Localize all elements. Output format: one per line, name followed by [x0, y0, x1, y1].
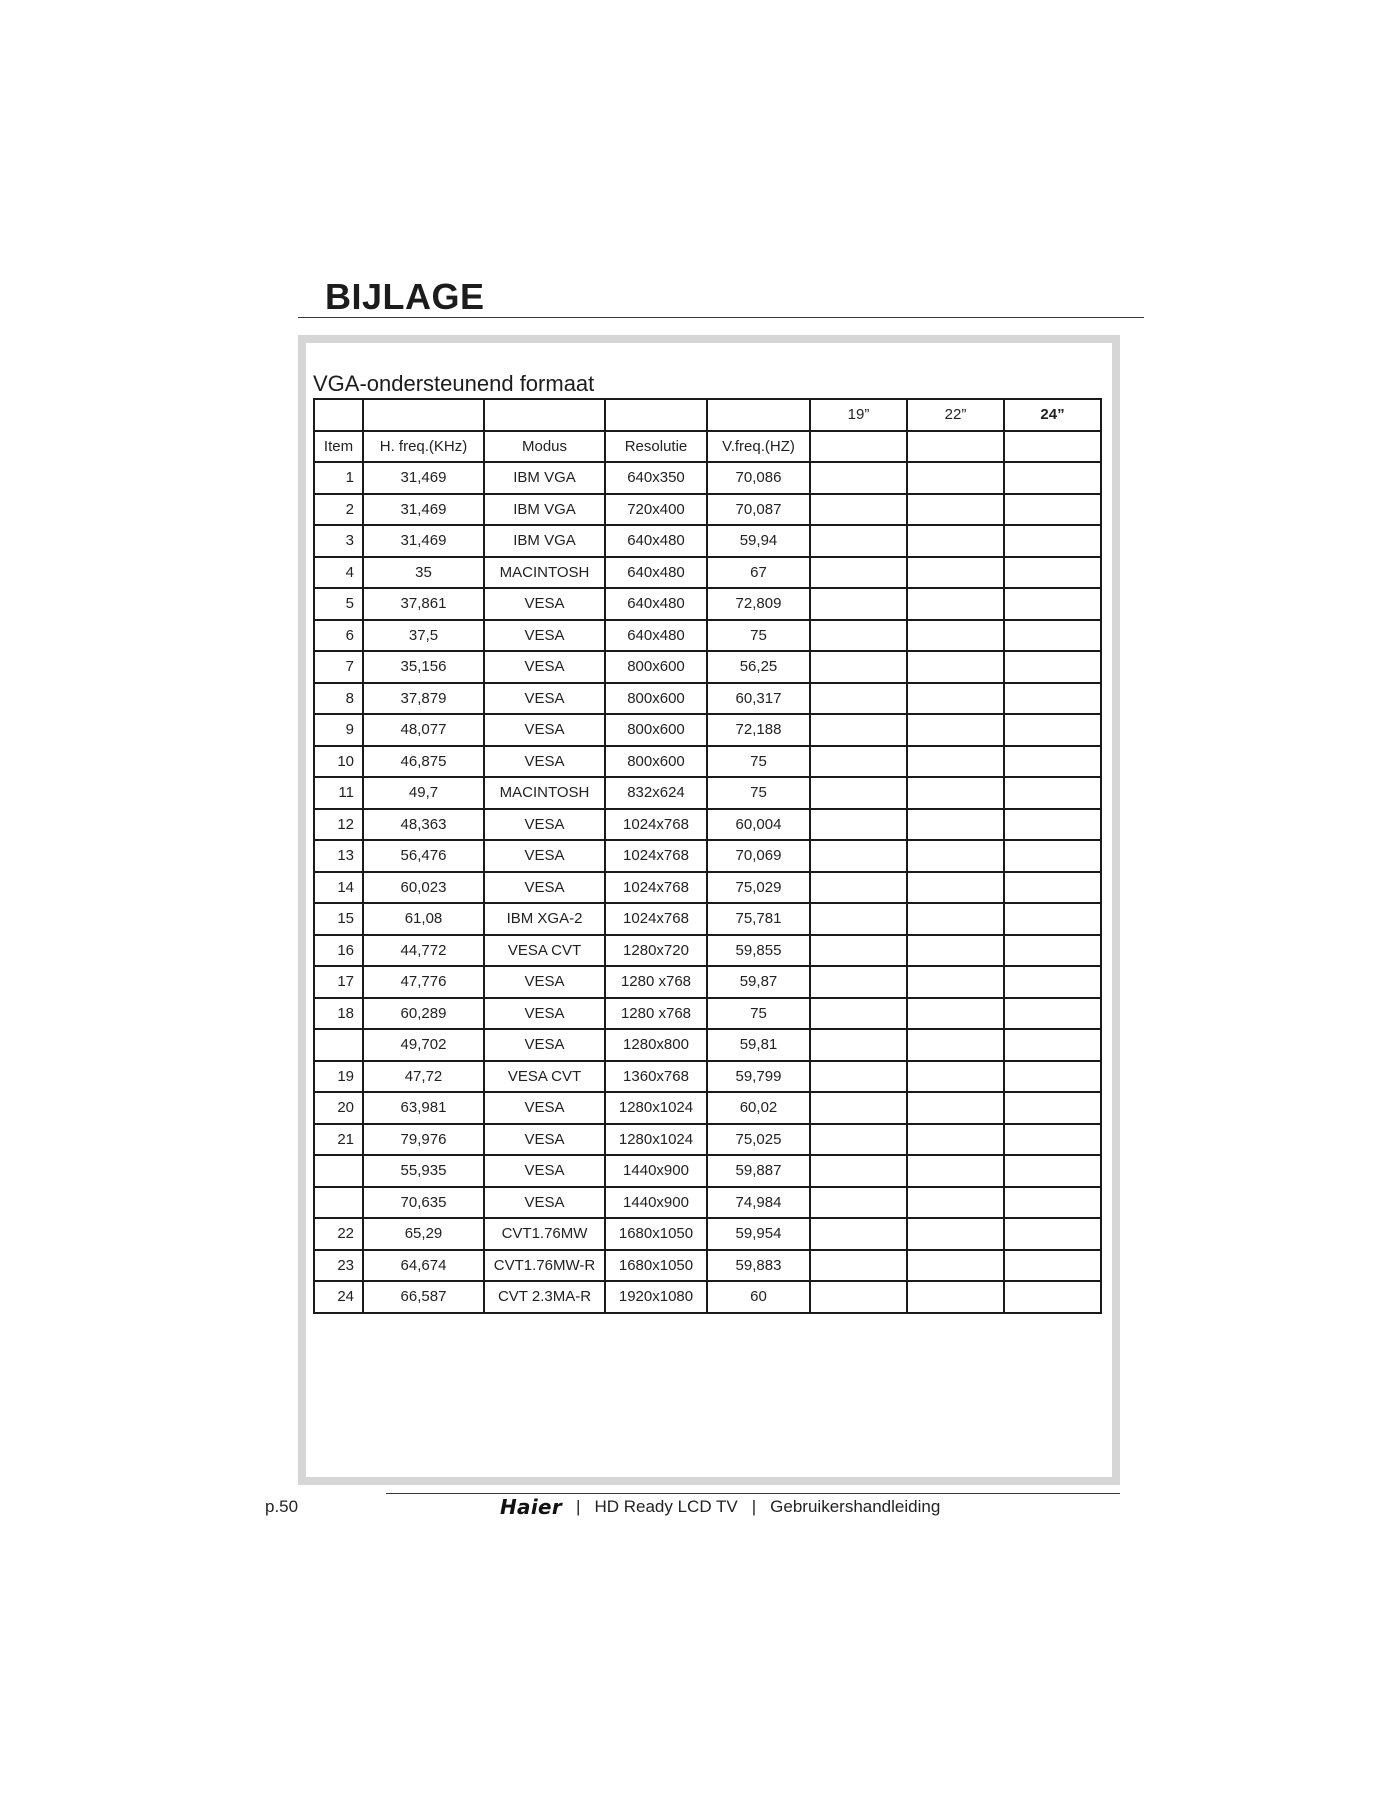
cell-item: 3 [314, 525, 363, 557]
cell-vfreq: 59,954 [707, 1218, 810, 1250]
heading-divider [298, 317, 1144, 318]
size-cell-24 [1004, 872, 1101, 904]
empty-header-cell [605, 399, 707, 431]
cell-resolution: 1280x720 [605, 935, 707, 967]
cell-hfreq: 44,772 [363, 935, 484, 967]
table-row [314, 683, 1101, 715]
cell-vfreq: 72,809 [707, 588, 810, 620]
cell-mode: VESA CVT [484, 935, 605, 967]
cell-vfreq: 59,887 [707, 1155, 810, 1187]
cell-resolution: 832x624 [605, 777, 707, 809]
footer-separator: | [751, 1497, 757, 1516]
cell-hfreq: 37,861 [363, 588, 484, 620]
size-cell-19 [810, 935, 907, 967]
cell-mode: VESA [484, 1124, 605, 1156]
cell-mode: VESA [484, 1092, 605, 1124]
cell-mode: VESA [484, 746, 605, 778]
cell-mode: VESA [484, 1155, 605, 1187]
size-cell-19 [810, 1250, 907, 1282]
table-row [314, 1250, 1101, 1282]
cell-item: 20 [314, 1092, 363, 1124]
table-row [314, 1218, 1101, 1250]
cell-resolution: 1024x768 [605, 903, 707, 935]
cell-hfreq: 70,635 [363, 1187, 484, 1219]
cell-item: 17 [314, 966, 363, 998]
size-cell-24 [1004, 1218, 1101, 1250]
cell-resolution: 1280x800 [605, 1029, 707, 1061]
cell-vfreq: 60,317 [707, 683, 810, 715]
cell-item [314, 1155, 363, 1187]
cell-item: 22 [314, 1218, 363, 1250]
footer-document-type: Gebruikershandleiding [770, 1497, 941, 1516]
cell-resolution: 640x480 [605, 557, 707, 589]
size-header-24: 24” [1004, 399, 1101, 431]
size-cell-19 [810, 1218, 907, 1250]
cell-item [314, 1187, 363, 1219]
cell-hfreq: 48,363 [363, 809, 484, 841]
cell-vfreq: 75 [707, 746, 810, 778]
size-cell-19 [810, 714, 907, 746]
cell-hfreq: 64,674 [363, 1250, 484, 1282]
cell-mode: IBM VGA [484, 525, 605, 557]
column-header-hfreq: H. freq.(KHz) [363, 431, 484, 463]
size-cell-22 [907, 557, 1004, 589]
size-cell-22 [907, 683, 1004, 715]
footer [500, 1495, 940, 1519]
cell-resolution: 640x350 [605, 462, 707, 494]
size-cell-22 [907, 1061, 1004, 1093]
cell-vfreq: 72,188 [707, 714, 810, 746]
table-row [314, 557, 1101, 589]
cell-mode: CVT1.76MW [484, 1218, 605, 1250]
cell-mode: IBM XGA-2 [484, 903, 605, 935]
cell-resolution: 1024x768 [605, 872, 707, 904]
footer-product: HD Ready LCD TV [594, 1497, 738, 1516]
table-row [314, 872, 1101, 904]
footer-divider [386, 1493, 1120, 1494]
size-cell-19 [810, 777, 907, 809]
cell-vfreq: 75,029 [707, 872, 810, 904]
size-cell-24 [1004, 1250, 1101, 1282]
cell-vfreq: 59,94 [707, 525, 810, 557]
size-cell-19 [810, 966, 907, 998]
size-cell-24 [1004, 903, 1101, 935]
cell-item: 12 [314, 809, 363, 841]
cell-mode: VESA [484, 588, 605, 620]
cell-resolution: 800x600 [605, 683, 707, 715]
size-cell-22 [907, 777, 1004, 809]
cell-item: 11 [314, 777, 363, 809]
size-header-22: 22” [907, 399, 1004, 431]
cell-item: 15 [314, 903, 363, 935]
cell-resolution: 1680x1050 [605, 1218, 707, 1250]
cell-hfreq: 47,72 [363, 1061, 484, 1093]
size-cell-24 [1004, 1281, 1101, 1313]
cell-item: 1 [314, 462, 363, 494]
cell-vfreq: 75,025 [707, 1124, 810, 1156]
size-cell-22 [907, 1029, 1004, 1061]
size-cell-22 [907, 966, 1004, 998]
cell-mode: MACINTOSH [484, 777, 605, 809]
size-cell-22 [907, 620, 1004, 652]
cell-item: 5 [314, 588, 363, 620]
cell-vfreq: 60,004 [707, 809, 810, 841]
cell-mode: VESA [484, 651, 605, 683]
haier-logo: Haier [500, 1495, 563, 1519]
size-cell-19 [810, 1187, 907, 1219]
cell-mode: VESA [484, 1187, 605, 1219]
size-cell-19 [810, 651, 907, 683]
table-row [314, 651, 1101, 683]
cell-vfreq: 70,069 [707, 840, 810, 872]
size-cell-22 [907, 1250, 1004, 1282]
table-row [314, 1187, 1101, 1219]
cell-mode: VESA [484, 966, 605, 998]
vga-format-table [313, 398, 1102, 1314]
size-cell-22 [907, 1155, 1004, 1187]
cell-hfreq: 31,469 [363, 462, 484, 494]
cell-item: 16 [314, 935, 363, 967]
table-row [314, 746, 1101, 778]
cell-resolution: 640x480 [605, 588, 707, 620]
size-cell-24 [1004, 935, 1101, 967]
cell-resolution: 1680x1050 [605, 1250, 707, 1282]
footer-separator: | [576, 1497, 581, 1516]
size-cell-22 [907, 998, 1004, 1030]
table-row [314, 494, 1101, 526]
size-cell-24 [1004, 1124, 1101, 1156]
size-cell-22 [907, 809, 1004, 841]
table-row [314, 620, 1101, 652]
size-cell-22 [907, 903, 1004, 935]
size-cell-24 [1004, 966, 1101, 998]
size-cell-22 [907, 462, 1004, 494]
size-cell-19 [810, 525, 907, 557]
size-cell-22 [907, 714, 1004, 746]
cell-hfreq: 60,023 [363, 872, 484, 904]
empty-header-cell [707, 399, 810, 431]
cell-mode: IBM VGA [484, 494, 605, 526]
cell-resolution: 1360x768 [605, 1061, 707, 1093]
size-cell-24 [1004, 746, 1101, 778]
cell-hfreq: 47,776 [363, 966, 484, 998]
cell-resolution: 800x600 [605, 714, 707, 746]
table-row [314, 1124, 1101, 1156]
size-cell-24 [1004, 998, 1101, 1030]
table-row [314, 525, 1101, 557]
empty-header-cell [484, 399, 605, 431]
cell-resolution: 640x480 [605, 525, 707, 557]
size-cell-22 [907, 746, 1004, 778]
size-cell-19 [810, 840, 907, 872]
cell-item: 18 [314, 998, 363, 1030]
cell-mode: VESA CVT [484, 1061, 605, 1093]
size-cell-24 [1004, 809, 1101, 841]
cell-hfreq: 55,935 [363, 1155, 484, 1187]
size-cell-19 [810, 431, 907, 463]
cell-hfreq: 49,702 [363, 1029, 484, 1061]
size-cell-22 [907, 1187, 1004, 1219]
size-cell-24 [1004, 525, 1101, 557]
cell-vfreq: 59,855 [707, 935, 810, 967]
cell-mode: IBM VGA [484, 462, 605, 494]
cell-resolution: 1024x768 [605, 840, 707, 872]
cell-hfreq: 37,879 [363, 683, 484, 715]
cell-resolution: 1024x768 [605, 809, 707, 841]
cell-vfreq: 67 [707, 557, 810, 589]
cell-item: 9 [314, 714, 363, 746]
table-row [314, 1029, 1101, 1061]
table-row [314, 935, 1101, 967]
size-cell-22 [907, 840, 1004, 872]
cell-resolution: 1280x1024 [605, 1092, 707, 1124]
size-cell-22 [907, 1218, 1004, 1250]
size-cell-19 [810, 1092, 907, 1124]
empty-header-cell [363, 399, 484, 431]
cell-vfreq: 59,883 [707, 1250, 810, 1282]
cell-mode: VESA [484, 683, 605, 715]
cell-mode: VESA [484, 620, 605, 652]
size-header-row [314, 399, 1101, 431]
cell-hfreq: 61,08 [363, 903, 484, 935]
cell-resolution: 720x400 [605, 494, 707, 526]
size-cell-19 [810, 620, 907, 652]
column-header-mode: Modus [484, 431, 605, 463]
cell-hfreq: 35 [363, 557, 484, 589]
size-cell-22 [907, 1281, 1004, 1313]
cell-hfreq: 60,289 [363, 998, 484, 1030]
cell-item: 6 [314, 620, 363, 652]
cell-hfreq: 65,29 [363, 1218, 484, 1250]
table-row [314, 777, 1101, 809]
cell-resolution: 1440x900 [605, 1187, 707, 1219]
size-cell-22 [907, 588, 1004, 620]
size-cell-24 [1004, 620, 1101, 652]
size-cell-24 [1004, 1187, 1101, 1219]
size-cell-19 [810, 683, 907, 715]
cell-hfreq: 31,469 [363, 494, 484, 526]
size-cell-19 [810, 494, 907, 526]
cell-item: 24 [314, 1281, 363, 1313]
cell-vfreq: 59,87 [707, 966, 810, 998]
cell-item: 14 [314, 872, 363, 904]
cell-resolution: 800x600 [605, 746, 707, 778]
table-row [314, 998, 1101, 1030]
cell-mode: CVT1.76MW-R [484, 1250, 605, 1282]
cell-item: 13 [314, 840, 363, 872]
size-cell-19 [810, 746, 907, 778]
cell-vfreq: 60 [707, 1281, 810, 1313]
table-row [314, 462, 1101, 494]
column-header-row [314, 431, 1101, 463]
size-cell-24 [1004, 431, 1101, 463]
size-cell-19 [810, 1124, 907, 1156]
size-cell-24 [1004, 1029, 1101, 1061]
cell-item: 23 [314, 1250, 363, 1282]
size-cell-24 [1004, 714, 1101, 746]
cell-vfreq: 60,02 [707, 1092, 810, 1124]
size-cell-22 [907, 1092, 1004, 1124]
cell-vfreq: 75 [707, 998, 810, 1030]
cell-vfreq: 74,984 [707, 1187, 810, 1219]
table-row [314, 966, 1101, 998]
size-cell-22 [907, 872, 1004, 904]
table-row [314, 1155, 1101, 1187]
size-cell-24 [1004, 557, 1101, 589]
size-cell-19 [810, 1029, 907, 1061]
cell-vfreq: 70,087 [707, 494, 810, 526]
size-cell-19 [810, 1155, 907, 1187]
cell-resolution: 640x480 [605, 620, 707, 652]
column-header-item: Item [314, 431, 363, 463]
size-cell-22 [907, 935, 1004, 967]
size-cell-24 [1004, 494, 1101, 526]
cell-mode: VESA [484, 840, 605, 872]
cell-vfreq: 59,799 [707, 1061, 810, 1093]
cell-item: 2 [314, 494, 363, 526]
cell-hfreq: 37,5 [363, 620, 484, 652]
cell-item: 7 [314, 651, 363, 683]
cell-item: 19 [314, 1061, 363, 1093]
size-cell-24 [1004, 777, 1101, 809]
size-cell-19 [810, 998, 907, 1030]
table-title: VGA-ondersteunend formaat [313, 371, 595, 396]
size-cell-24 [1004, 588, 1101, 620]
column-header-resolution: Resolutie [605, 431, 707, 463]
table-row [314, 714, 1101, 746]
size-cell-24 [1004, 1092, 1101, 1124]
cell-mode: VESA [484, 714, 605, 746]
table-row [314, 809, 1101, 841]
page-heading: BIJLAGE [325, 276, 485, 317]
cell-vfreq: 75,781 [707, 903, 810, 935]
cell-vfreq: 59,81 [707, 1029, 810, 1061]
cell-mode: VESA [484, 998, 605, 1030]
cell-resolution: 1280x1024 [605, 1124, 707, 1156]
cell-hfreq: 48,077 [363, 714, 484, 746]
cell-item: 21 [314, 1124, 363, 1156]
page-number: p.50 [265, 1497, 299, 1516]
cell-item [314, 1029, 363, 1061]
cell-vfreq: 70,086 [707, 462, 810, 494]
table-row [314, 1061, 1101, 1093]
size-cell-24 [1004, 651, 1101, 683]
size-cell-24 [1004, 1155, 1101, 1187]
size-cell-24 [1004, 1061, 1101, 1093]
cell-mode: VESA [484, 872, 605, 904]
cell-hfreq: 49,7 [363, 777, 484, 809]
size-cell-19 [810, 1281, 907, 1313]
cell-resolution: 1920x1080 [605, 1281, 707, 1313]
table-row [314, 1092, 1101, 1124]
table-row [314, 588, 1101, 620]
cell-hfreq: 35,156 [363, 651, 484, 683]
cell-vfreq: 75 [707, 620, 810, 652]
cell-resolution: 1280 x768 [605, 998, 707, 1030]
cell-hfreq: 31,469 [363, 525, 484, 557]
size-cell-22 [907, 651, 1004, 683]
cell-resolution: 1280 x768 [605, 966, 707, 998]
size-cell-19 [810, 1061, 907, 1093]
size-cell-24 [1004, 840, 1101, 872]
size-cell-24 [1004, 462, 1101, 494]
size-cell-19 [810, 872, 907, 904]
cell-hfreq: 56,476 [363, 840, 484, 872]
cell-mode: CVT 2.3MA-R [484, 1281, 605, 1313]
column-header-vfreq: V.freq.(HZ) [707, 431, 810, 463]
cell-item: 10 [314, 746, 363, 778]
size-cell-22 [907, 1124, 1004, 1156]
size-cell-19 [810, 462, 907, 494]
cell-hfreq: 63,981 [363, 1092, 484, 1124]
table-row [314, 903, 1101, 935]
size-cell-24 [1004, 683, 1101, 715]
cell-mode: VESA [484, 1029, 605, 1061]
size-cell-19 [810, 557, 907, 589]
cell-mode: VESA [484, 809, 605, 841]
cell-resolution: 800x600 [605, 651, 707, 683]
empty-header-cell [314, 399, 363, 431]
table-row [314, 1281, 1101, 1313]
cell-resolution: 1440x900 [605, 1155, 707, 1187]
cell-hfreq: 66,587 [363, 1281, 484, 1313]
cell-item: 4 [314, 557, 363, 589]
cell-hfreq: 46,875 [363, 746, 484, 778]
size-header-19: 19” [810, 399, 907, 431]
cell-vfreq: 75 [707, 777, 810, 809]
size-cell-19 [810, 903, 907, 935]
cell-mode: MACINTOSH [484, 557, 605, 589]
cell-hfreq: 79,976 [363, 1124, 484, 1156]
size-cell-22 [907, 494, 1004, 526]
size-cell-19 [810, 809, 907, 841]
cell-item: 8 [314, 683, 363, 715]
cell-vfreq: 56,25 [707, 651, 810, 683]
table-row [314, 840, 1101, 872]
size-cell-22 [907, 431, 1004, 463]
size-cell-19 [810, 588, 907, 620]
size-cell-22 [907, 525, 1004, 557]
